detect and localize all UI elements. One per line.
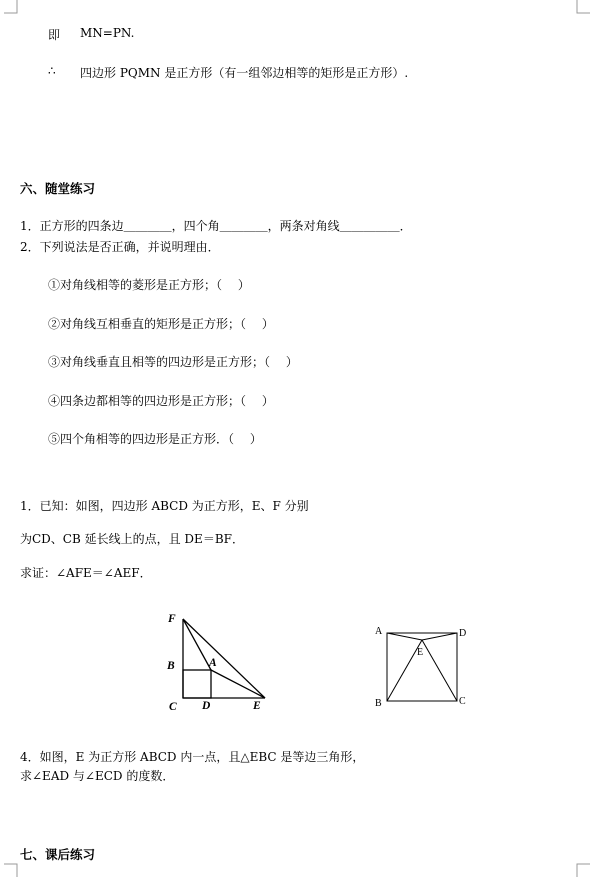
label-c: C [169,701,177,713]
label-e: E [253,700,261,712]
square-abcd [183,670,211,698]
crop-mark-bottom-right [576,863,590,877]
proof-line-2: 四边形 PQMN 是正方形（有一组邻边相等的矩形是正方形）. [80,66,409,80]
statement-item: ①对角线相等的菱形是正方形；（ ） [48,278,250,292]
statement-item: ④四条边都相等的四边形是正方形；（ ） [48,394,274,408]
problem-1-line-3: 求证：∠AFE＝∠AEF． [20,566,152,580]
segment-ae [387,633,422,640]
problem-4-line-2: 求∠EAD 与∠ECD 的度数． [20,769,175,783]
label-d: D [459,628,467,639]
label-d: D [202,700,211,712]
label-b: B [375,698,382,709]
label-a: A [375,626,383,637]
proof-symbol-therefore-so: 即 [48,28,61,42]
segment-fe [183,619,265,698]
proof-symbol-therefore: ∴ [48,64,56,78]
problem-4-line-1: 4．如图，E 为正方形 ABCD 内一点，且△EBC 是等边三角形， [20,750,365,764]
proof-line-1: MN=PN. [80,26,135,40]
segment-de [422,633,457,640]
label-e: E [417,647,424,658]
segment-fa [183,619,211,670]
crop-mark-top-right [576,0,590,14]
figure-square-extended [160,605,285,715]
label-a: A [209,657,217,669]
statement-item: ②对角线互相垂直的矩形是正方形；（ ） [48,317,274,331]
square-abcd [387,633,457,701]
crop-mark-top-left [4,0,18,14]
label-c: C [459,696,466,707]
problem-1-line-2: 为CD、CB 延长线上的点，且 DE＝BF． [20,532,244,546]
statement-item: ⑤四个角相等的四边形是正方形．（ ） [48,432,262,446]
question-2: 2．下列说法是否正确，并说明理由． [20,240,220,254]
section-7-title: 七、课后练习 [20,847,96,862]
problem-1-line-1: 1．已知：如图，四边形 ABCD 为正方形，E、F 分别 [20,499,309,513]
segment-ae [211,670,265,698]
segment-ce [422,640,457,701]
crop-mark-bottom-left [4,863,18,877]
statement-item: ③对角线垂直且相等的四边形是正方形；（ ） [48,355,298,369]
label-f: F [168,613,176,625]
figure-square-equilateral [370,622,475,714]
question-1: 1．正方形的四条边＿＿＿＿，四个角＿＿＿＿，两条对角线＿＿＿＿＿． [20,219,412,233]
section-6-title: 六、随堂练习 [20,181,96,196]
label-b: B [167,660,175,672]
